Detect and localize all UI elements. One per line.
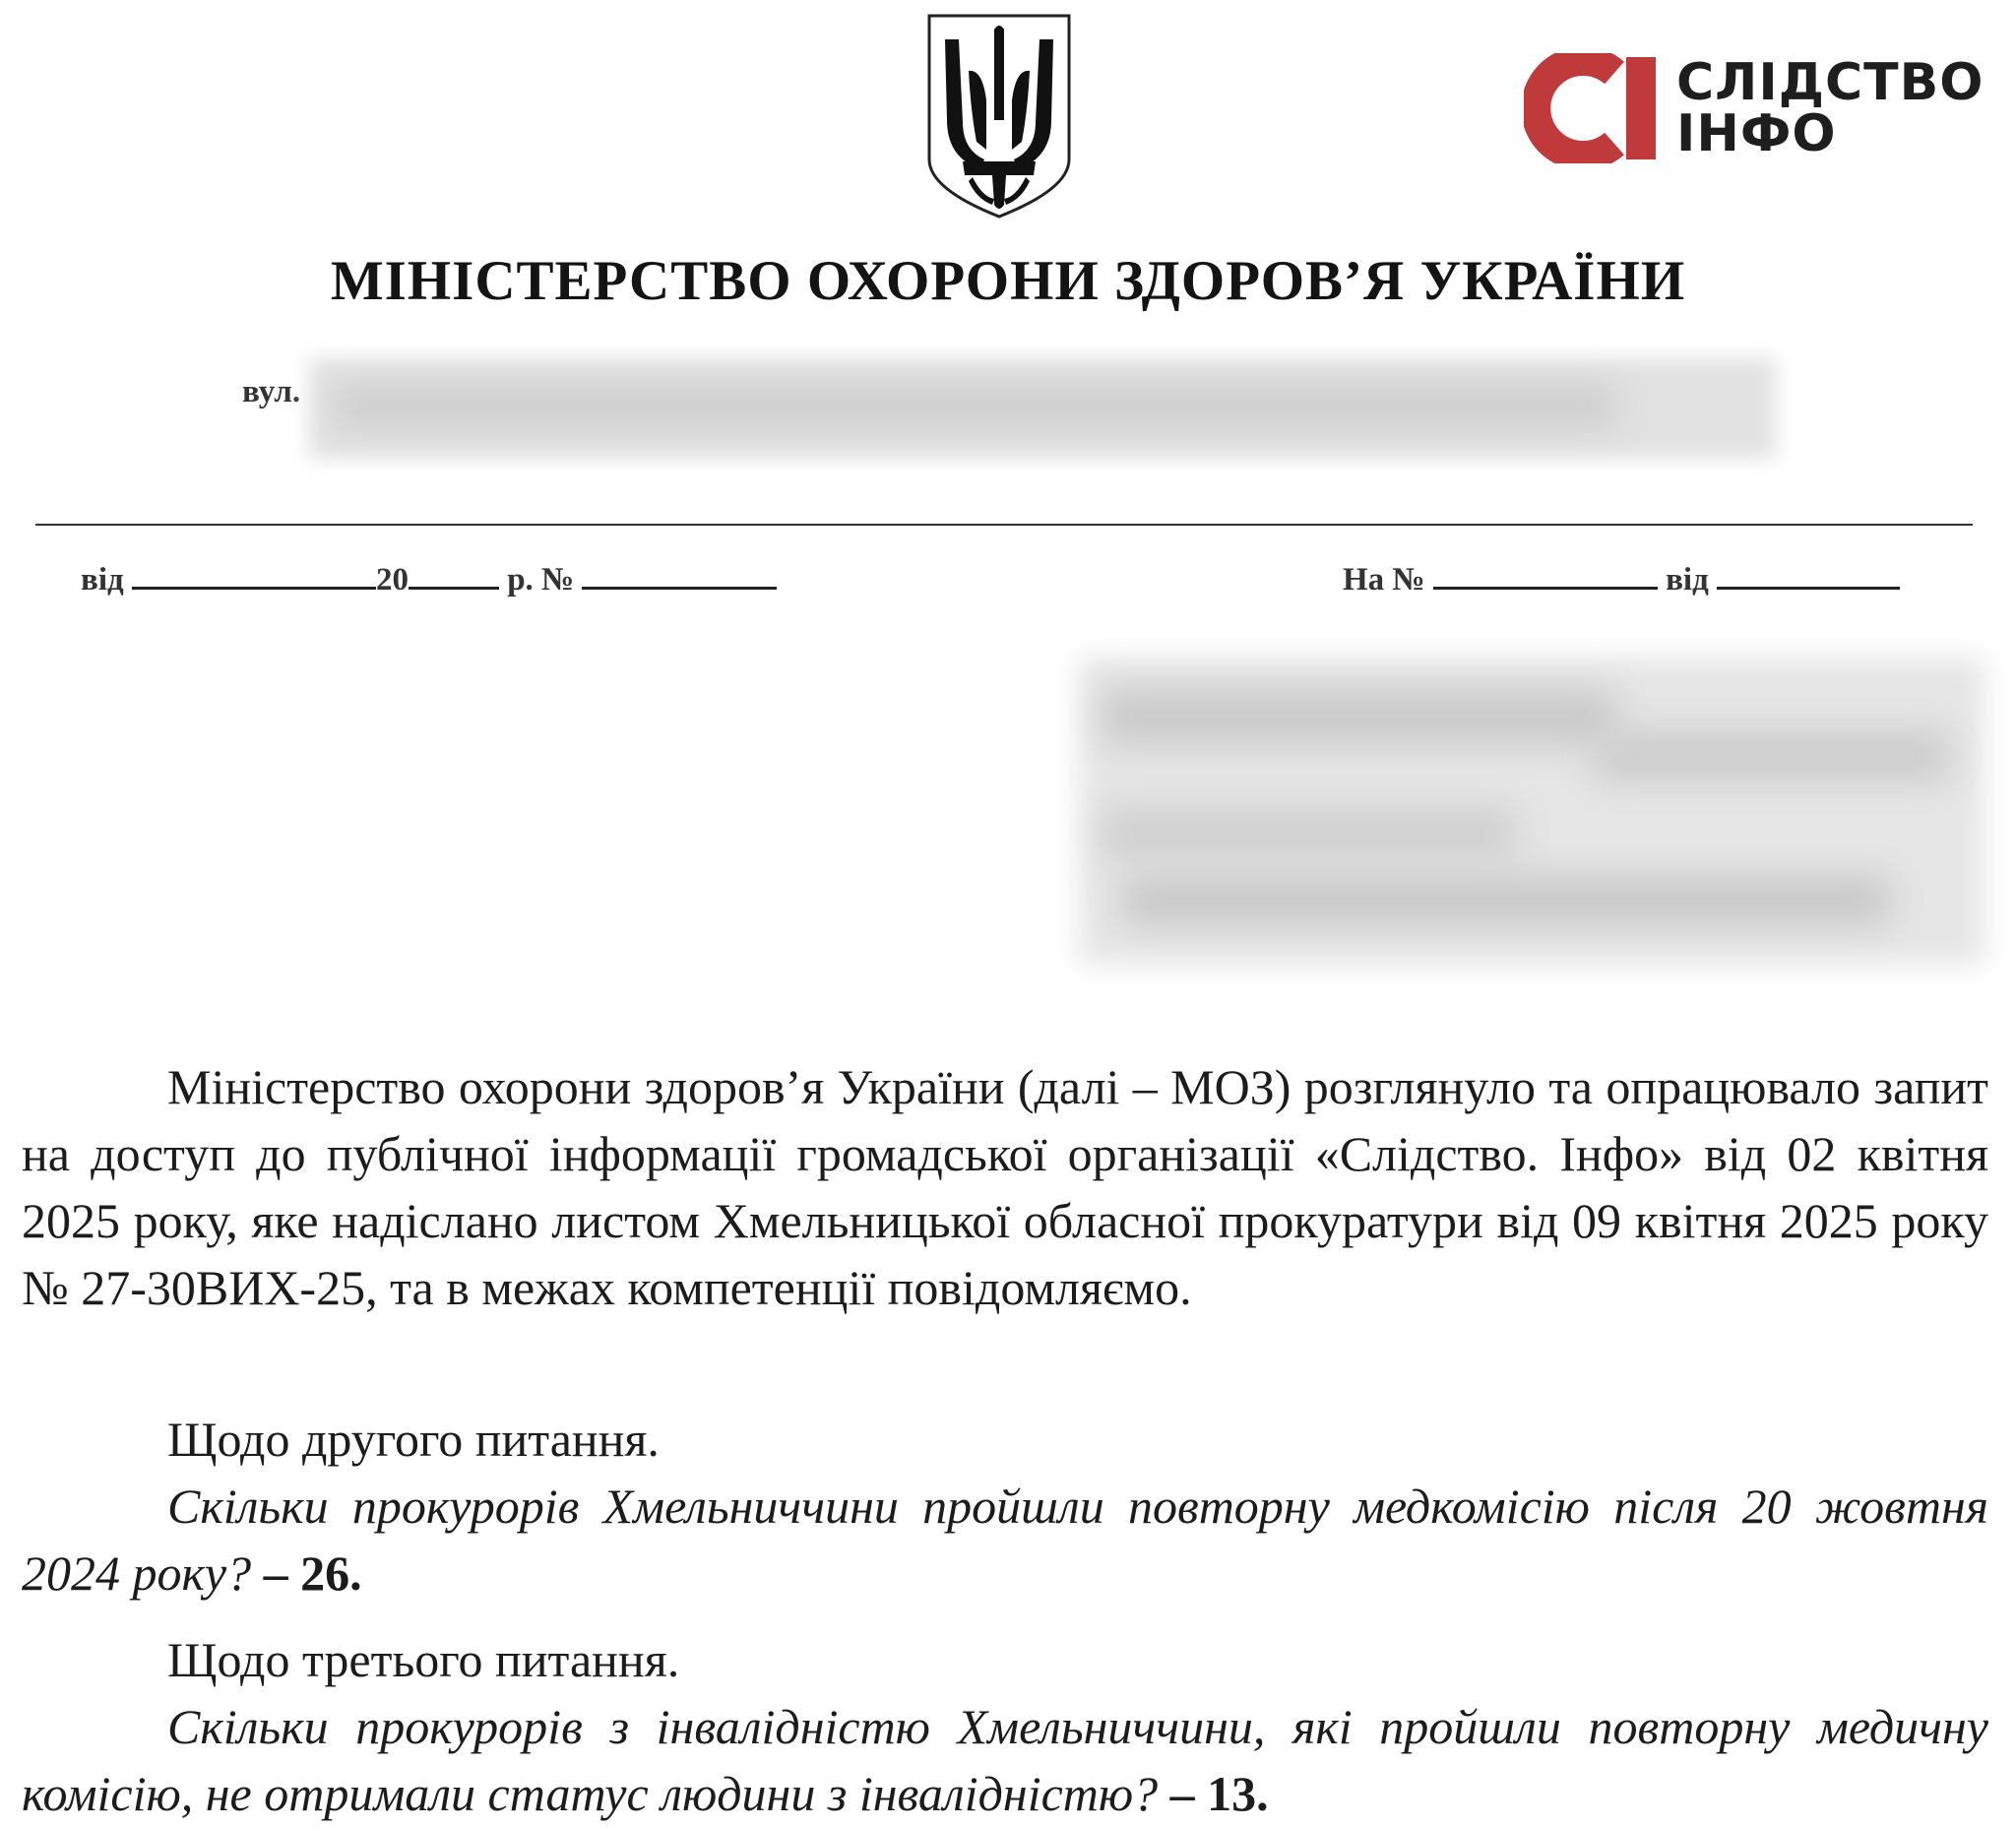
question-2-block <box>22 1473 1988 1606</box>
registration-left <box>81 553 777 601</box>
logo-text-line1: СЛІДСТВО <box>1676 53 1984 112</box>
redacted-addressee-line <box>1595 730 1949 782</box>
redacted-addressee-line <box>1102 807 1516 858</box>
reply-from-label: від <box>1666 562 1709 598</box>
logo-text-line2: ІНФО <box>1676 104 1837 163</box>
question-3-text: Скільки прокурорів з інвалідністю Хмельниччини, які пройшли повторну медичну комісію, не отримали статус людини з інвалідністю? <box>22 1699 1988 1821</box>
ministry-title: МІНІСТЕРСТВО ОХОРОНИ ЗДОРОВ’Я УКРАЇНИ <box>330 250 1686 312</box>
reg-year-blank <box>409 553 499 590</box>
redacted-addressee-line <box>1102 689 1614 744</box>
reg-from-label: від <box>81 562 124 598</box>
redacted-address-text <box>335 384 1614 429</box>
reg-date-blank <box>132 553 376 590</box>
slidstvo-info-logo <box>1524 53 1984 163</box>
question-3-answer: – 13. <box>1169 1766 1269 1821</box>
question-2-text: Скільки прокурорів Хмельниччини пройшли повторну медкомісію після 20 жовтня 2024 року? <box>22 1479 1988 1601</box>
slidstvo-logo-mark-icon <box>1524 53 1662 163</box>
reply-number-label: На № <box>1343 562 1425 598</box>
registration-right <box>1343 553 1900 601</box>
tryzub-coat-of-arms-icon <box>923 12 1075 220</box>
address-prefix: вул. <box>242 374 301 410</box>
reply-date-blank <box>1717 553 1900 590</box>
redacted-addressee-line <box>1122 876 1890 925</box>
reg-number-blank <box>582 553 777 590</box>
reply-number-blank <box>1433 553 1658 590</box>
question-2-heading: Щодо другого питання. <box>167 1412 660 1467</box>
reg-number-label: р. № <box>507 562 575 598</box>
reg-year-prefix: 20 <box>375 562 409 598</box>
question-3-heading: Щодо третього питання. <box>167 1632 680 1687</box>
question-3-block <box>22 1693 1988 1827</box>
main-paragraph: Міністерство охорони здоров’я України (далі – МОЗ) розглянуло та опрацювало запит на доступ до публічної інформації громадської організації «Слідство. Інфо» від 02 квітня 2025 року, яке надіслано листом Хмельницької обласної прокуратури від 09 квітня 2025 року № 27-30ВИХ-25, та в межах компетенції повідомляємо. <box>22 1059 1988 1315</box>
question-2-answer: – 26. <box>263 1545 362 1601</box>
header-divider <box>35 524 1973 526</box>
